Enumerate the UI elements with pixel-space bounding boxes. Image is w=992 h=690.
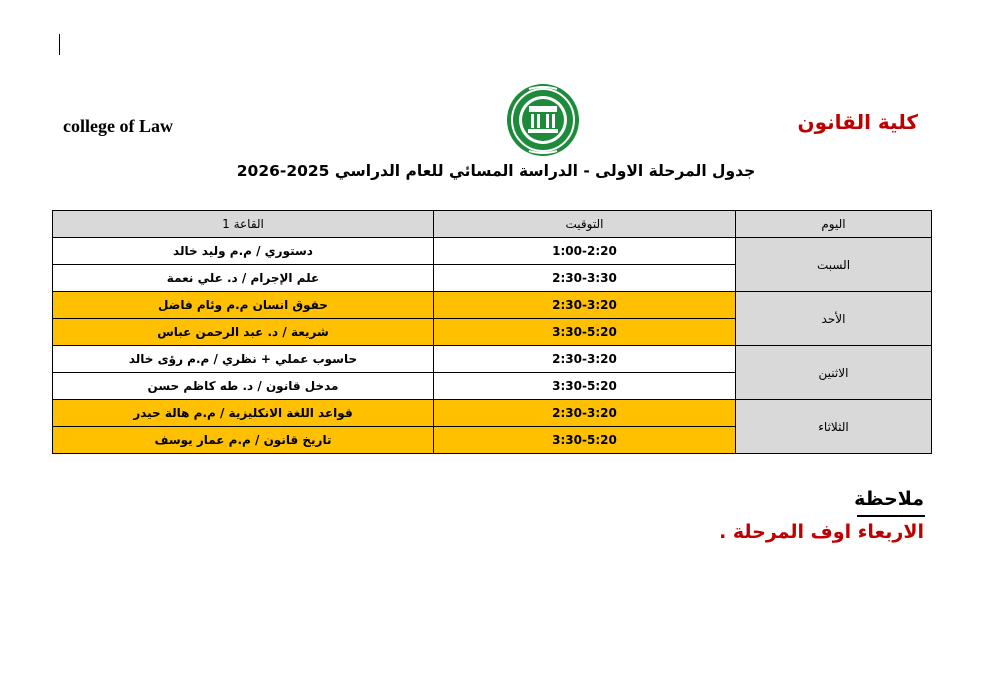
table-row [53,238,932,265]
note-text: الاربعاء اوف المرحلة . [719,521,924,543]
header-time: التوقيت [434,211,736,238]
time-cell: 2:30-3:20 [434,400,736,427]
subject-cell: دستوري / م.م وليد خالد [53,238,434,265]
time-cell: 1:00-2:20 [434,238,736,265]
day-cell: الأحد [736,292,932,346]
table-row [53,400,932,427]
subject-cell: حاسوب عملي + نظري / م.م رؤى خالد [53,346,434,373]
time-cell: 3:30-5:20 [434,319,736,346]
header-hall: القاعة 1 [53,211,434,238]
subject-cell: تاريخ قانون / م.م عمار يوسف [53,427,434,454]
college-name-en: college of Law [63,116,173,136]
schedule-title: جدول المرحلة الاولى - الدراسة المسائي للعام الدراسي 2025-2026 [236,162,756,180]
note-title: ملاحظة [854,488,924,510]
subject-cell: علم الإجرام / د. علي نعمة [53,265,434,292]
header-day: اليوم [736,211,932,238]
subject-cell: مدخل قانون / د. طه كاظم حسن [53,373,434,400]
day-cell: الاثنين [736,346,932,400]
subject-cell: حقوق انسان م.م وئام فاضل [53,292,434,319]
table-row [53,292,932,319]
college-logo [493,82,593,158]
subject-cell: قواعد اللغة الانكليزية / م.م هالة حيدر [53,400,434,427]
time-cell: 2:30-3:20 [434,346,736,373]
time-cell: 2:30-3:20 [434,292,736,319]
schedule-table [52,210,932,454]
day-cell: السبت [736,238,932,292]
college-name-ar: كلية القانون [797,110,918,134]
time-cell: 3:30-5:20 [434,373,736,400]
time-cell: 2:30-3:30 [434,265,736,292]
time-cell: 3:30-5:20 [434,427,736,454]
note-underline [857,515,925,517]
subject-cell: شريعة / د. عبد الرحمن عباس [53,319,434,346]
day-cell: الثلاثاء [736,400,932,454]
table-row [53,346,932,373]
text-cursor [59,34,60,55]
table-header-row [53,211,932,238]
